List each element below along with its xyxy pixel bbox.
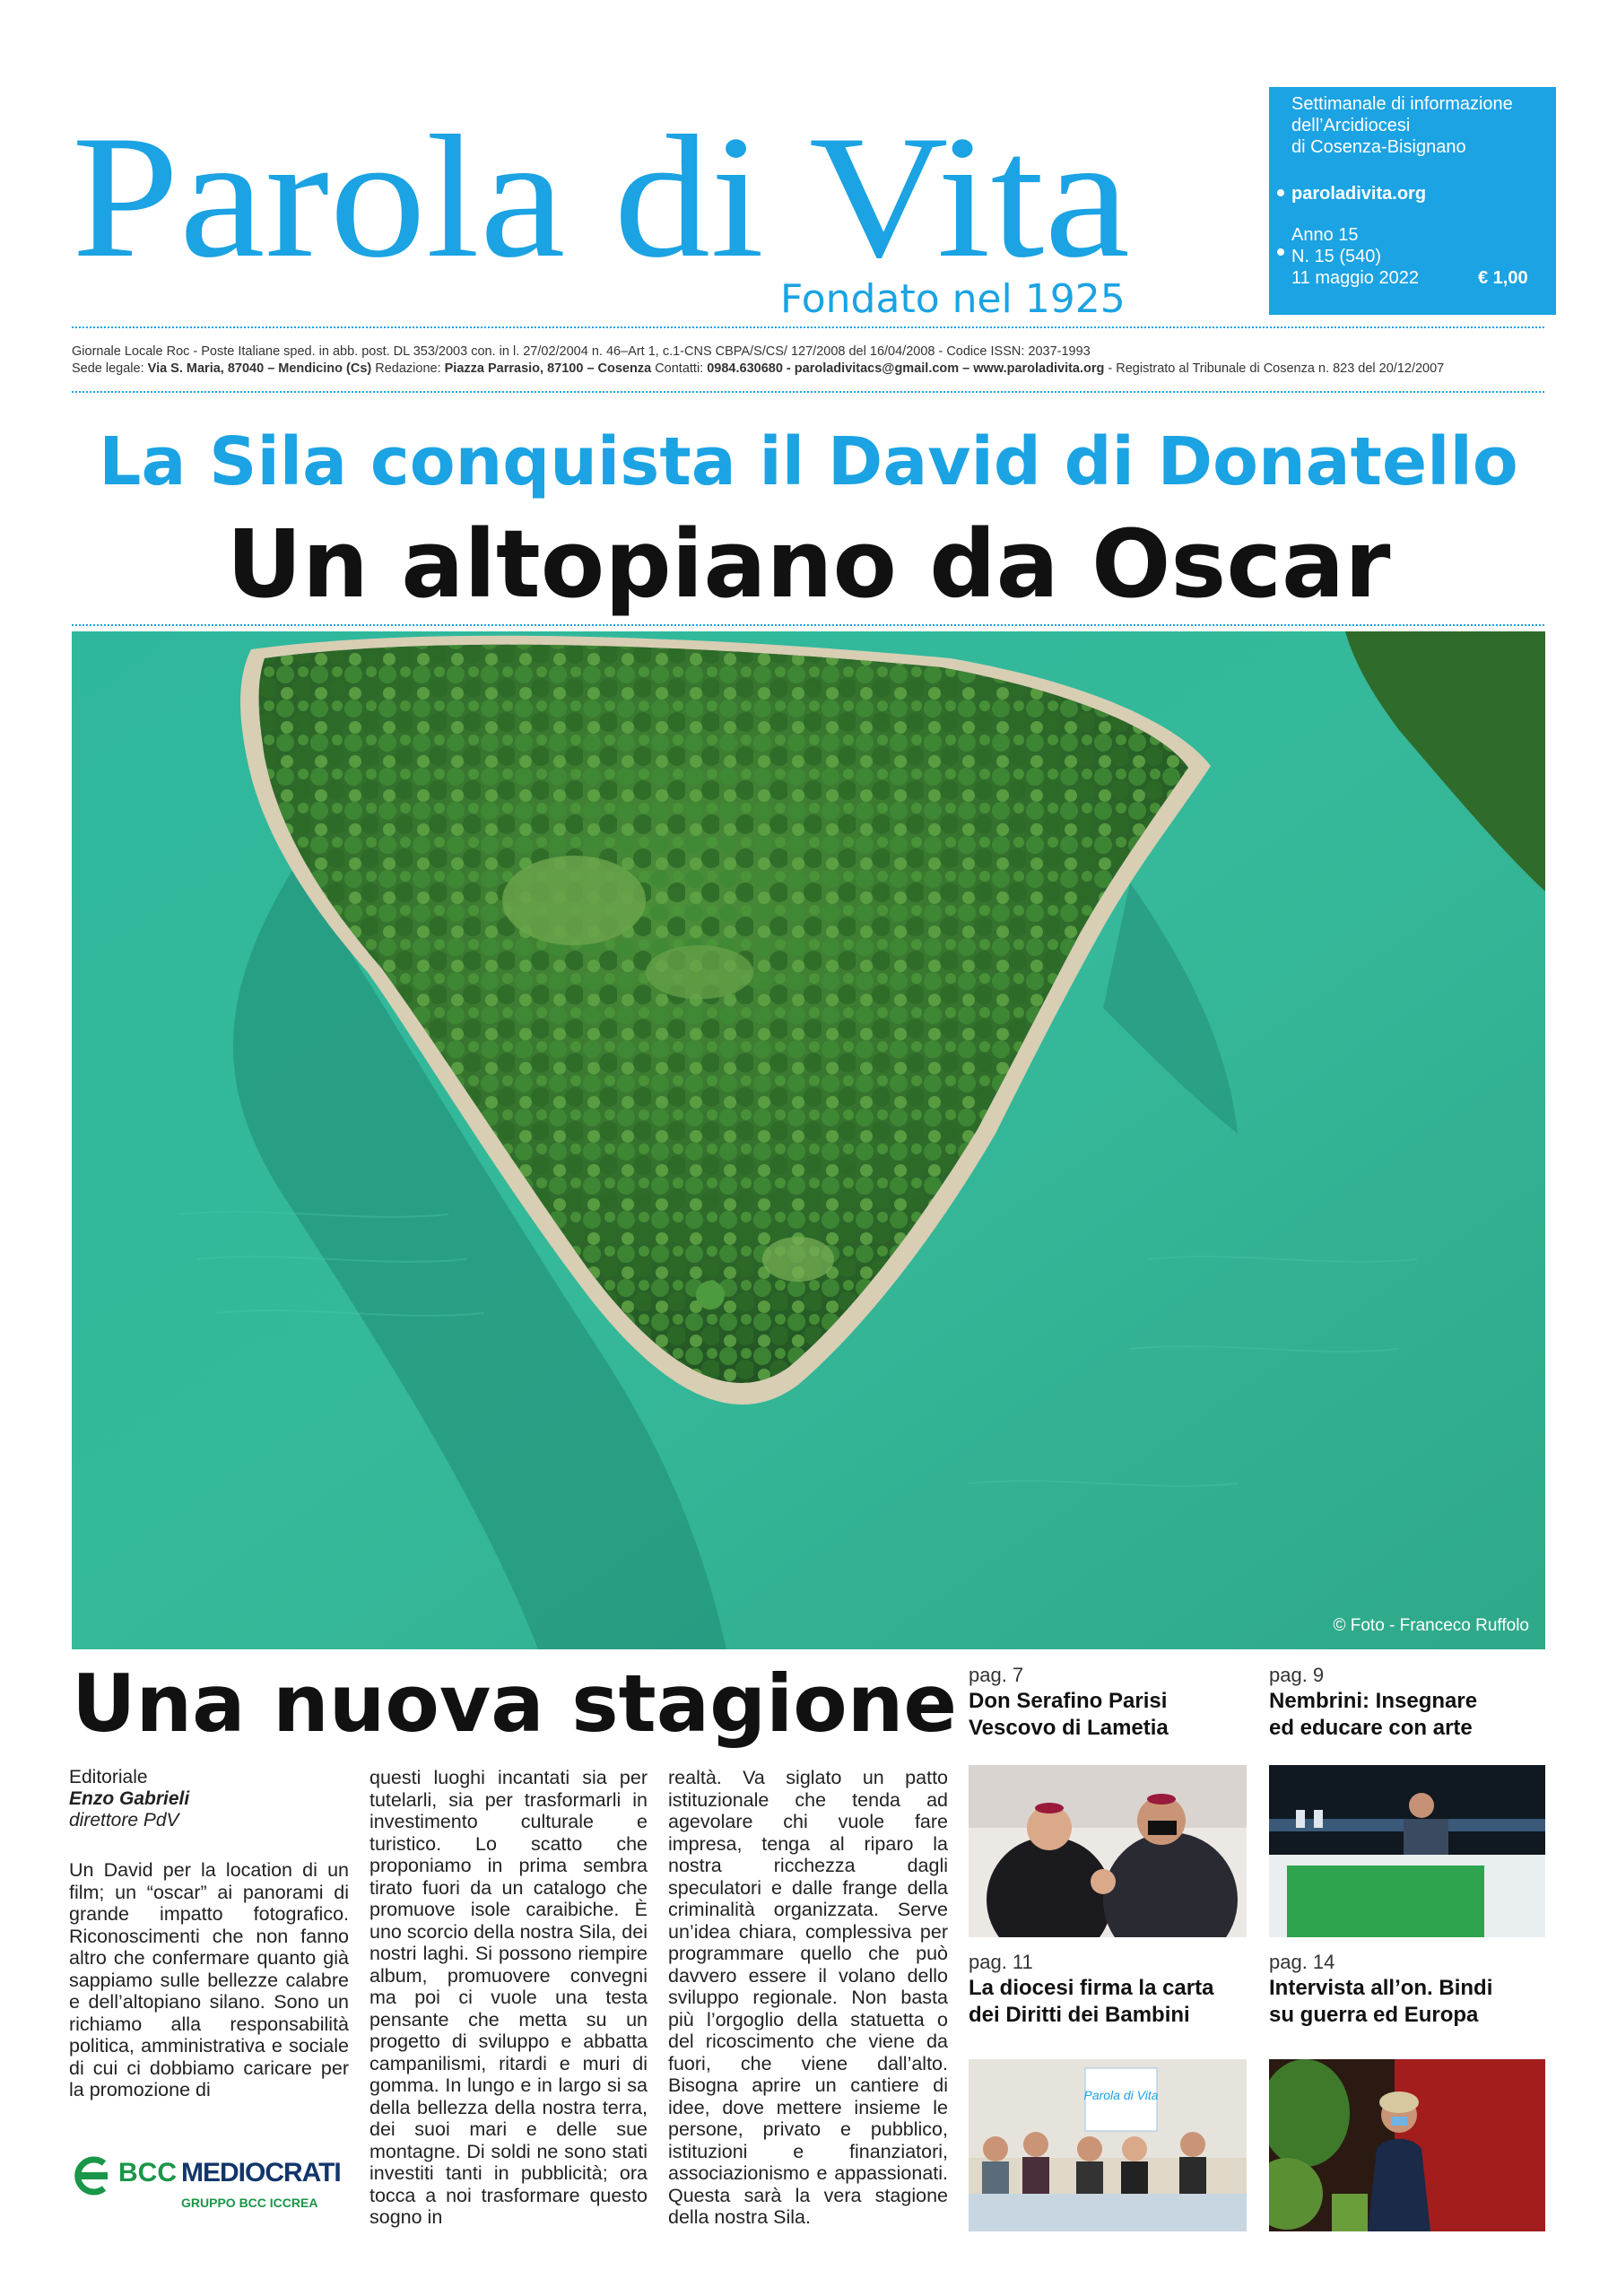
teaser-1-page: pag. 7: [969, 1664, 1024, 1686]
teaser-2-photo[interactable]: [1269, 1765, 1545, 1937]
sponsor-bcc: BCC: [118, 2158, 177, 2187]
editorial-author: Enzo Gabrieli: [69, 1788, 190, 1809]
banner-text: Parola di Vita: [1083, 2088, 1159, 2102]
info-line-2: dell’Arcidiocesi: [1291, 116, 1411, 135]
info-anno: Anno 15: [1291, 225, 1359, 245]
teaser-1-photo[interactable]: [969, 1765, 1247, 1937]
legal-line-1: Giornale Locale Roc - Poste Italiane sped. in abb. post. DL 353/2003 con. in l. 27/02/2004 n. 46–Art 1, c.1-CNS CBPA/S/CS/ 127/2008 del 16/04/2008 - Codice ISSN: 2037-1993: [72, 344, 1091, 359]
photo-credit: © Foto - Franceco Ruffolo: [1333, 1616, 1529, 1635]
divider: [72, 391, 1544, 393]
teaser-4-title[interactable]: Intervista all’on. Bindi su guerra ed Europa: [1269, 1976, 1493, 2027]
info-data: 11 maggio 2022: [1291, 268, 1419, 288]
info-prezzo: € 1,00: [1478, 268, 1528, 288]
teaser-4-photo[interactable]: [1269, 2059, 1545, 2231]
editorial-byline: [69, 1767, 189, 1831]
cover-kicker: La Sila conquista il David di Donatello: [99, 423, 1518, 500]
bullet-icon: [1277, 189, 1284, 196]
cover-photo: [72, 631, 1545, 1649]
masthead-logo: [72, 67, 1139, 291]
legal-line-2: Sede legale: Via S. Maria, 87040 – Mendicino (Cs) Redazione: Piazza Parrasio, 87100 – Cosenza Contatti: 0984.630680 - paroladivitacs@gmail.com – www.paroladivita.org - Registrato al Tribunale di Cosenza n. 823 del 20/12/2007: [72, 361, 1445, 376]
founded-year: Fondato nel 1925: [780, 276, 1126, 322]
meeting-photo: [969, 2059, 1247, 2231]
conference-photo: [1269, 1765, 1545, 1937]
masthead-title: Parola di Vita: [72, 100, 1130, 291]
cover-headline: Un altopiano da Oscar: [226, 509, 1391, 619]
editorial-role: direttore PdV: [69, 1810, 179, 1831]
bcc-icon: [70, 2154, 113, 2197]
sponsor-logo: [70, 2151, 357, 2222]
divider: [72, 624, 1544, 626]
teaser-2-page: pag. 9: [1269, 1664, 1325, 1686]
editorial-column-2: questi luoghi incantati sia per tutelarli, sia per trasformarli in investimento culturale e turistico. Lo scatto che proponiamo in prima sembra tirato fuori da un catalogo che promuove isole caraibiche. È uno scorcio della nostra Sila, dei nostri laghi. Si possono riempire album, promuovere convegni ma poi ci vuole una testa pensante che metta su un progetto di sviluppo e abbatta campanilismi, ritardi e muri di gomma. In lungo e in largo si sa della bellezza della nostra terra, dei suoi mari e delle sue montagne. Di soldi ne sono stati investiti tanti in pubblicità; ora tocca a noi trasformare questo sogno in: [369, 1767, 648, 2228]
bullet-icon: [1277, 248, 1284, 256]
teaser-4-page: pag. 14: [1269, 1951, 1335, 1973]
info-numero: N. 15 (540): [1291, 247, 1382, 266]
teaser-2-title[interactable]: Nembrini: Insegnare ed educare con arte: [1269, 1689, 1478, 1740]
editorial-label: Editoriale: [69, 1767, 148, 1787]
info-line-3: di Cosenza-Bisignano: [1291, 137, 1466, 157]
interview-photo: [1269, 2059, 1545, 2231]
sponsor-group: GRUPPO BCC ICCREA: [181, 2196, 318, 2210]
teaser-3-page: pag. 11: [969, 1951, 1033, 1973]
sponsor-name: MEDIOCRATI: [181, 2158, 341, 2187]
info-site[interactable]: paroladivita.org: [1291, 184, 1427, 204]
editorial-title: Una nuova stagione: [72, 1657, 958, 1750]
editorial-column-1: Un David per la location di un film; un “oscar” ai panorami di grande impatto fotografico. Riconoscimenti che non fanno altro che confermare quanto già sappiamo sulle bellezze calabre e dell’altopiano silano. Sono un richiamo alla responsabilità politica, amministrativa e sociale di cui ci dobbiamo caricare per la promozione di: [69, 1859, 349, 2100]
teaser-3-title[interactable]: La diocesi firma la carta dei Diritti dei Bambini: [969, 1976, 1214, 2027]
bishops-photo: [969, 1765, 1247, 1937]
issue-info-box: [1269, 87, 1556, 315]
divider: [72, 326, 1544, 328]
info-line-1: Settimanale di informazione: [1291, 94, 1513, 114]
teaser-3-photo[interactable]: [969, 2059, 1247, 2231]
editorial-column-3: realtà. Va siglato un patto istituzionale che tenda ad agevolare chi vuole fare impresa, tenga al riparo la nostra ricchezza dagli speculatori e dalle frange della criminalità organizzata. Serve un’idea chiara, complessiva per programmare quello che può davvero essere il volano dello sviluppo regionale. Non basta più l’orgoglio della statuetta o del ricoscimento che viene da fuori, che viene dall’alto. Bisogna aprire un cantiere di idee, dove mettere insieme le persone, privato e pubblico, istituzioni e finanziatori, associazionismo e appassionati. Questa sarà la vera stagione della nostra Sila.: [668, 1767, 948, 2228]
lake-forest-aerial-image: [72, 631, 1545, 1649]
teaser-1-title[interactable]: Don Serafino Parisi Vescovo di Lametia: [969, 1689, 1169, 1740]
